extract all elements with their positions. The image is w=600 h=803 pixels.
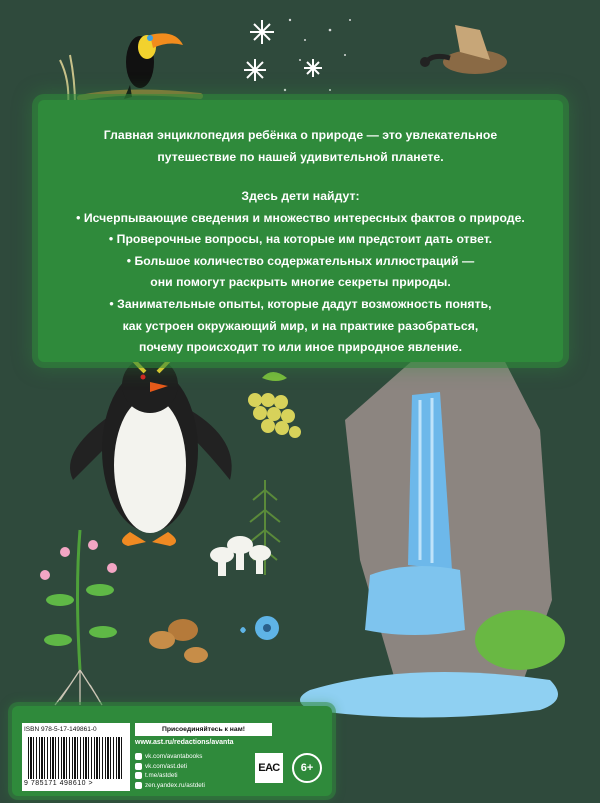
- feature-line: • Проверочные вопросы, на которые им предстоит дать ответ.: [108, 232, 493, 247]
- flowering-plant-illustration: [40, 530, 117, 705]
- feature-line: они помогут раскрыть многие секреты природы.: [150, 275, 451, 290]
- snowflake-icons: [244, 20, 322, 81]
- join-us-label: Присоединяйтесь к нам!: [135, 723, 272, 736]
- intro-text: [38, 125, 563, 168]
- social-link[interactable]: [135, 752, 205, 762]
- vk-icon: [135, 753, 142, 760]
- publisher-site[interactable]: www.ast.ru/redactions/avanta: [135, 739, 234, 746]
- feature-line: как устроен окружающий мир, и на практике разобраться,: [122, 318, 479, 333]
- eac-mark: ЕАС: [255, 753, 283, 783]
- walnuts-illustration: [149, 619, 208, 663]
- age-rating-badge: 6+: [292, 753, 322, 783]
- waterfall-illustration: [300, 331, 565, 718]
- feature-line: • Исчерпывающие сведения и множество интересных фактов о природе.: [76, 210, 525, 225]
- zen-icon: [135, 782, 142, 789]
- feature-line: • Занимательные опыты, которые дадут возможность понять,: [109, 296, 492, 311]
- social-link[interactable]: [135, 771, 205, 781]
- social-link[interactable]: [135, 762, 205, 772]
- publisher-info: [12, 706, 332, 796]
- intro-line: путешествие по нашей удивительной планете.: [157, 149, 444, 164]
- goose-illustration: [420, 25, 507, 74]
- mushrooms-illustration: [210, 536, 271, 576]
- grapes-illustration: [248, 372, 301, 438]
- feature-line: • Большое количество содержательных иллюстраций —: [126, 253, 475, 268]
- social-link-text: vk.com/avantabooks: [145, 753, 203, 761]
- intro-line: Главная энциклопедия ребёнка о природе — это увлекательное: [103, 128, 498, 142]
- snow-dots: [284, 19, 351, 91]
- social-link[interactable]: [135, 781, 205, 791]
- barcode-number: 9 785171 498610 >: [24, 780, 94, 787]
- isbn-barcode: [22, 723, 130, 791]
- pine-sapling-illustration: [250, 480, 280, 575]
- social-link-text: t.me/astdeti: [145, 772, 178, 780]
- telegram-icon: [135, 772, 142, 779]
- feature-list: [38, 186, 563, 359]
- barcode-icon: [28, 737, 124, 779]
- social-links: [135, 752, 205, 790]
- feature-list-heading: Здесь дети найдут:: [241, 189, 360, 203]
- social-link-text: vk.com/ast.deti: [145, 762, 187, 770]
- feature-line: почему происходит то или иное природное явление.: [138, 340, 463, 355]
- description-panel: [38, 100, 563, 362]
- vk-icon: [135, 763, 142, 770]
- blue-flower-illustration: [240, 616, 279, 640]
- toucan-illustration: [60, 33, 200, 105]
- penguin-illustration: [70, 350, 232, 546]
- isbn-text: ISBN 978-5-17-149861-0: [24, 726, 97, 733]
- social-link-text: zen.yandex.ru/astdeti: [145, 781, 205, 789]
